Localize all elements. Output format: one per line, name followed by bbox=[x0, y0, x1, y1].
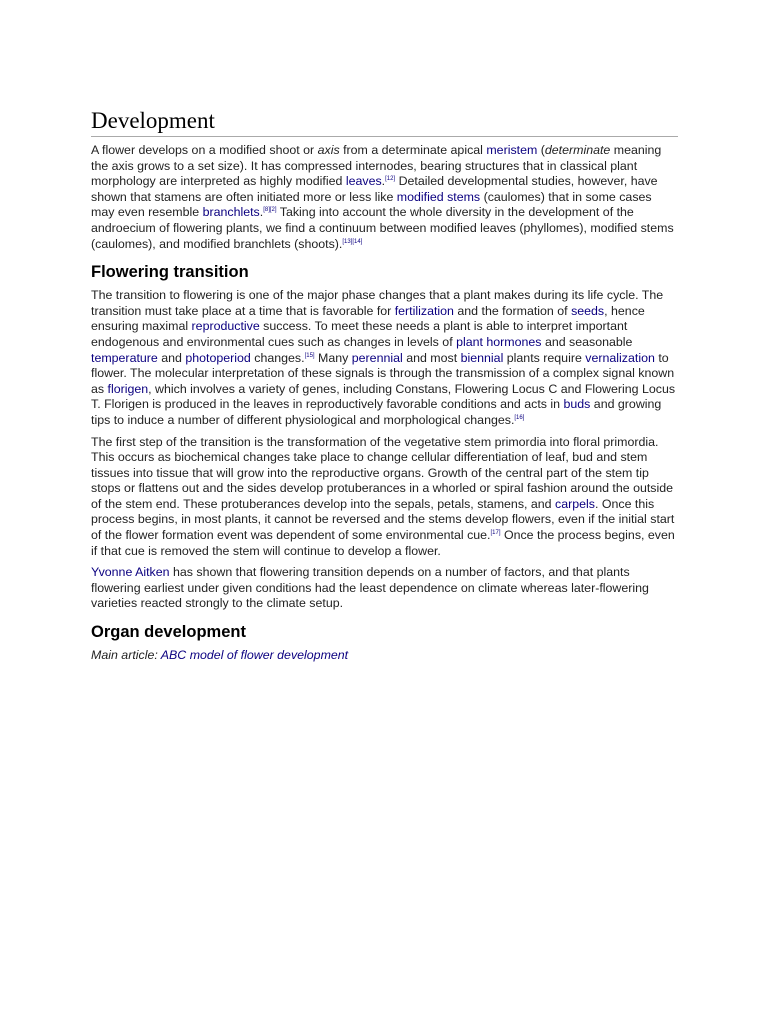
text-run: from a determinate apical bbox=[339, 143, 487, 157]
text-run: Once the process begins, even if that cue is removed the stem will continue to develop a flower. bbox=[91, 528, 675, 558]
abc-model-link[interactable]: ABC model of flower development bbox=[160, 648, 349, 663]
link-modified-stems[interactable]: modified stems bbox=[396, 189, 481, 204]
link-photoperiod[interactable]: photoperiod bbox=[185, 350, 251, 365]
main-article-hatnote bbox=[91, 648, 678, 664]
text-run: Many bbox=[314, 350, 352, 365]
link-vernalization[interactable]: vernalization bbox=[585, 350, 655, 365]
italic-text: determinate bbox=[544, 143, 611, 157]
text-run: , which involves a variety of genes, including Constans, Flowering Locus C and Flowering Locus T. Florigen is produced in the leaves in reproductively favorable conditions and acts in bbox=[91, 381, 676, 412]
text-run: The transition to flowering is one of the major phase changes that a plant makes during its life cycle. The transition must take place at a time that is favorable for bbox=[91, 288, 664, 318]
link-branchlets[interactable]: branchlets bbox=[202, 205, 260, 220]
link-fertilization[interactable]: fertilization bbox=[394, 303, 454, 318]
link-leaves[interactable]: leaves bbox=[345, 174, 382, 189]
text-run: meaning the axis grows to a set size). It has compressed internodes, bearing structures that in classical plant morphology are interpreted as highly modified bbox=[91, 143, 662, 189]
section-heading-development: Development bbox=[91, 108, 678, 137]
text-run: and most bbox=[402, 350, 461, 365]
link-seeds[interactable]: seeds bbox=[571, 303, 605, 318]
paragraph-flowering-2 bbox=[91, 435, 678, 560]
paragraph-flowering-1 bbox=[91, 288, 678, 428]
paragraph-flowering-3 bbox=[91, 565, 678, 612]
text-run: Taking into account the whole diversity in the development of the androecium of flowering plants, we find a continuum between modified leaves (phyllomes), modified stems (caulomes), and modified branchlets (shoots). bbox=[91, 205, 674, 251]
text-run: plants require bbox=[503, 350, 586, 365]
link-temperature[interactable]: temperature bbox=[91, 350, 158, 365]
link-carpels[interactable]: carpels bbox=[555, 496, 595, 511]
text-run: success. To meet these needs a plant is able to interpret important endogenous and environmental cues such as changes in levels of bbox=[91, 319, 628, 349]
text-run: changes. bbox=[250, 350, 305, 365]
citation-ref[interactable]: [12] bbox=[385, 176, 396, 183]
text-run: and growing tips to induce a number of different physiological and morphological changes. bbox=[91, 397, 662, 427]
link-meristem[interactable]: meristem bbox=[486, 143, 538, 157]
section-heading-flowering-transition: Flowering transition bbox=[91, 263, 249, 282]
link-plant-hormones[interactable]: plant hormones bbox=[456, 334, 542, 349]
text-run: and bbox=[157, 350, 186, 365]
text-run: A flower develops on a modified shoot or bbox=[91, 143, 318, 157]
link-yvonne-aitken[interactable]: Yvonne Aitken bbox=[91, 565, 170, 580]
article-content bbox=[91, 108, 678, 664]
text-run: and seasonable bbox=[541, 334, 633, 349]
link-reproductive[interactable]: reproductive bbox=[191, 319, 260, 334]
hatnote-prefix: Main article: bbox=[91, 648, 161, 663]
text-run: Detailed developmental studies, however, have shown that stamens are often initiated more or less like bbox=[91, 174, 658, 204]
text-run: has shown that flowering transition depends on a number of factors, and that plants flowering earliest under given conditions had the least dependence on climate whereas later-flowering varieties reacted strongly to the climate setup. bbox=[91, 565, 649, 611]
text-run: The first step of the transition is the transformation of the vegetative stem primordia into floral primordia. This occurs as biochemical changes take place to change cellular differentiation of leaf, bud and stem tissues into tissue that will grow into the reproductive organs. Growth of the central part of the stem tip stops or flattens out and the sides develop protuberances in a whorled or spiral fashion around the outside of the stem end. These protuberances develop into the sepals, petals, stamens, and bbox=[91, 434, 674, 511]
text-run: . bbox=[381, 174, 386, 189]
citation-ref[interactable]: [17] bbox=[490, 529, 501, 536]
text-run: (caulomes) that in some cases may even resemble bbox=[91, 189, 652, 220]
text-run: . Once this process begins, in most plants, it cannot be reversed and the stems develop flowers, even if the initial start of the flower formation event was dependent of some environmental cue. bbox=[91, 496, 675, 543]
text-run: to flower. The molecular interpretation of these signals is through the transmission of a complex signal known as bbox=[91, 350, 675, 396]
text-run: and the formation of bbox=[453, 303, 572, 318]
text-run: , hence ensuring maximal bbox=[91, 303, 645, 334]
link-florigen[interactable]: florigen bbox=[107, 381, 149, 396]
citation-ref[interactable]: [13][14] bbox=[342, 238, 363, 245]
link-perennial[interactable]: perennial bbox=[351, 350, 403, 365]
text-run: . bbox=[259, 205, 264, 220]
link-biennial[interactable]: biennial bbox=[460, 350, 504, 365]
link-buds[interactable]: buds bbox=[563, 397, 591, 412]
text-run: ( bbox=[537, 143, 545, 157]
citation-ref[interactable]: [16] bbox=[514, 414, 525, 421]
citation-ref[interactable]: [8][2] bbox=[263, 207, 277, 214]
section-heading-organ-development: Organ development bbox=[91, 623, 246, 642]
citation-ref[interactable]: [15] bbox=[304, 352, 315, 359]
italic-text: axis bbox=[317, 143, 340, 157]
paragraph-development bbox=[91, 143, 678, 252]
